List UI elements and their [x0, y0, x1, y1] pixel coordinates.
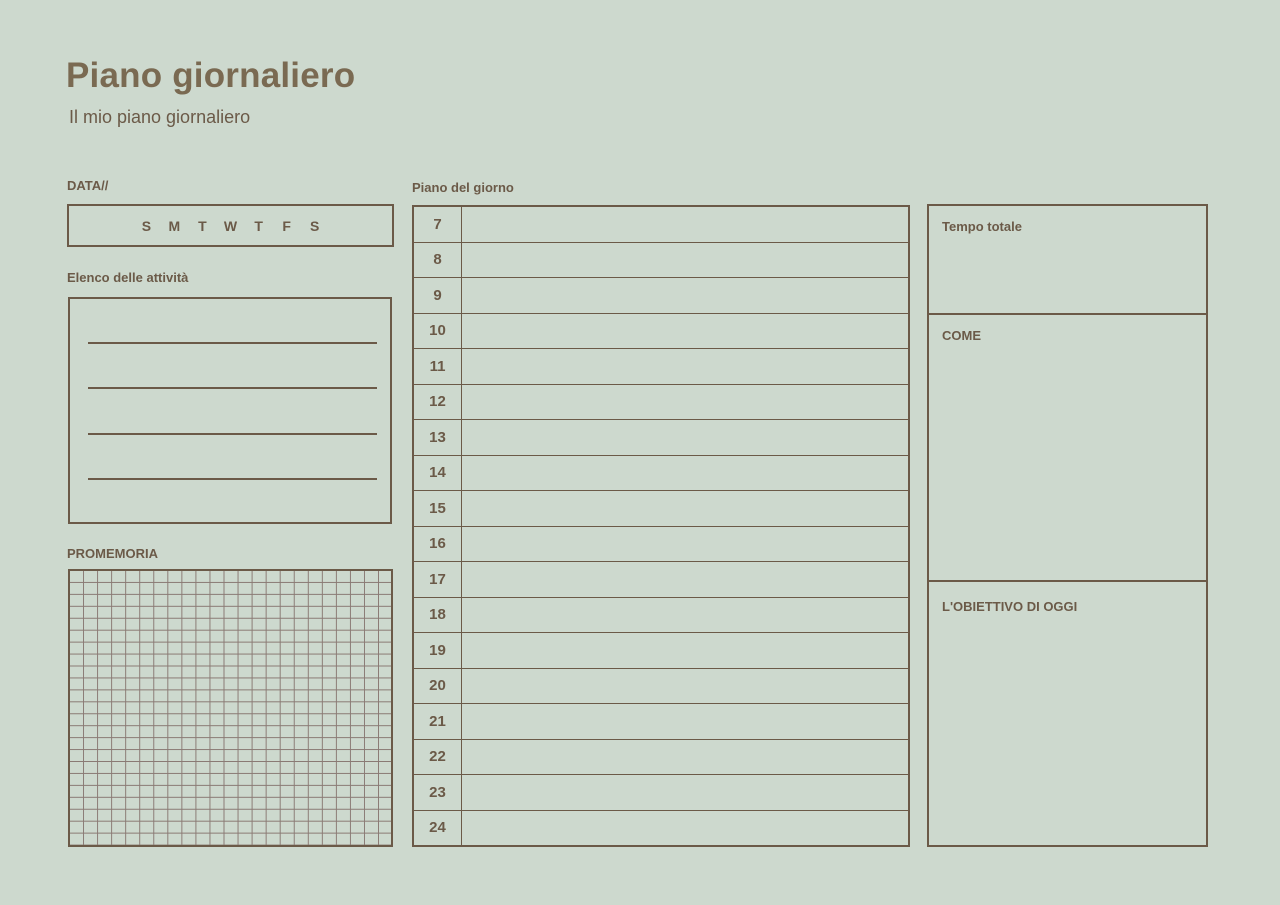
- schedule-row: [414, 385, 908, 421]
- schedule-row: [414, 775, 908, 811]
- schedule-entry[interactable]: [462, 385, 908, 420]
- schedule-row: [414, 278, 908, 314]
- schedule-entry[interactable]: [462, 314, 908, 349]
- schedule-entry[interactable]: [462, 207, 908, 242]
- schedule-row: [414, 420, 908, 456]
- weekday-thursday[interactable]: T: [254, 217, 263, 234]
- page-title: Piano giornaliero: [66, 56, 356, 95]
- date-box[interactable]: [67, 204, 394, 247]
- date-label: DATA//: [67, 178, 109, 193]
- hour-label: 17: [414, 562, 462, 597]
- schedule-row: [414, 669, 908, 705]
- hour-label: 16: [414, 527, 462, 562]
- how-section[interactable]: [929, 315, 1206, 580]
- schedule-row: [414, 633, 908, 669]
- hour-label: 10: [414, 314, 462, 349]
- page-subtitle: Il mio piano giornaliero: [69, 107, 251, 127]
- schedule-row: [414, 527, 908, 563]
- right-panel: [927, 204, 1208, 847]
- hour-label: 20: [414, 669, 462, 704]
- schedule-entry[interactable]: [462, 420, 908, 455]
- weekday-row: [140, 218, 321, 234]
- schedule-entry[interactable]: [462, 598, 908, 633]
- weekday-tuesday[interactable]: T: [198, 217, 207, 234]
- tasks-label: Elenco delle attività: [67, 270, 189, 285]
- schedule-entry[interactable]: [462, 775, 908, 810]
- hour-label: 18: [414, 598, 462, 633]
- hour-label: 9: [414, 278, 462, 313]
- task-line[interactable]: [88, 478, 377, 480]
- task-line[interactable]: [88, 342, 377, 344]
- total-time-label: Tempo totale: [942, 219, 1022, 234]
- schedule-row: [414, 598, 908, 634]
- schedule-row: [414, 243, 908, 279]
- schedule-row: [414, 491, 908, 527]
- schedule-row: [414, 704, 908, 740]
- hour-label: 7: [414, 207, 462, 242]
- schedule-entry[interactable]: [462, 491, 908, 526]
- schedule-row: [414, 207, 908, 243]
- hour-label: 8: [414, 243, 462, 278]
- hour-label: 24: [414, 811, 462, 846]
- hour-label: 15: [414, 491, 462, 526]
- schedule-entry[interactable]: [462, 456, 908, 491]
- task-line[interactable]: [88, 387, 377, 389]
- schedule-row: [414, 456, 908, 492]
- task-line[interactable]: [88, 433, 377, 435]
- weekday-sunday[interactable]: S: [141, 217, 152, 234]
- day-schedule: [412, 205, 910, 847]
- schedule-row: [414, 811, 908, 846]
- schedule-entry[interactable]: [462, 669, 908, 704]
- hour-label: 19: [414, 633, 462, 668]
- how-label: COME: [942, 328, 981, 343]
- schedule-entry[interactable]: [462, 527, 908, 562]
- schedule-entry[interactable]: [462, 562, 908, 597]
- schedule-row: [414, 314, 908, 350]
- hour-label: 23: [414, 775, 462, 810]
- reminders-grid[interactable]: [68, 569, 393, 847]
- hour-label: 22: [414, 740, 462, 775]
- schedule-row: [414, 349, 908, 385]
- weekday-monday[interactable]: M: [168, 217, 181, 234]
- weekday-wednesday[interactable]: W: [223, 217, 238, 234]
- schedule-entry[interactable]: [462, 811, 908, 846]
- weekday-saturday[interactable]: S: [309, 217, 320, 234]
- schedule-entry[interactable]: [462, 349, 908, 384]
- goal-label: L'OBIETTIVO DI OGGI: [942, 599, 1078, 614]
- schedule-row: [414, 562, 908, 598]
- hour-label: 21: [414, 704, 462, 739]
- schedule-entry[interactable]: [462, 740, 908, 775]
- schedule-entry[interactable]: [462, 278, 908, 313]
- total-time-section[interactable]: [929, 206, 1206, 313]
- schedule-entry[interactable]: [462, 633, 908, 668]
- hour-label: 11: [414, 349, 462, 384]
- schedule-row: [414, 740, 908, 776]
- schedule-entry[interactable]: [462, 243, 908, 278]
- hour-label: 14: [414, 456, 462, 491]
- goal-section[interactable]: [929, 582, 1206, 845]
- schedule-entry[interactable]: [462, 704, 908, 739]
- hour-label: 13: [414, 420, 462, 455]
- schedule-label: Piano del giorno: [412, 180, 514, 195]
- reminders-label: PROMEMORIA: [67, 546, 158, 561]
- hour-label: 12: [414, 385, 462, 420]
- task-list-box: [68, 297, 392, 524]
- weekday-friday[interactable]: F: [282, 217, 291, 234]
